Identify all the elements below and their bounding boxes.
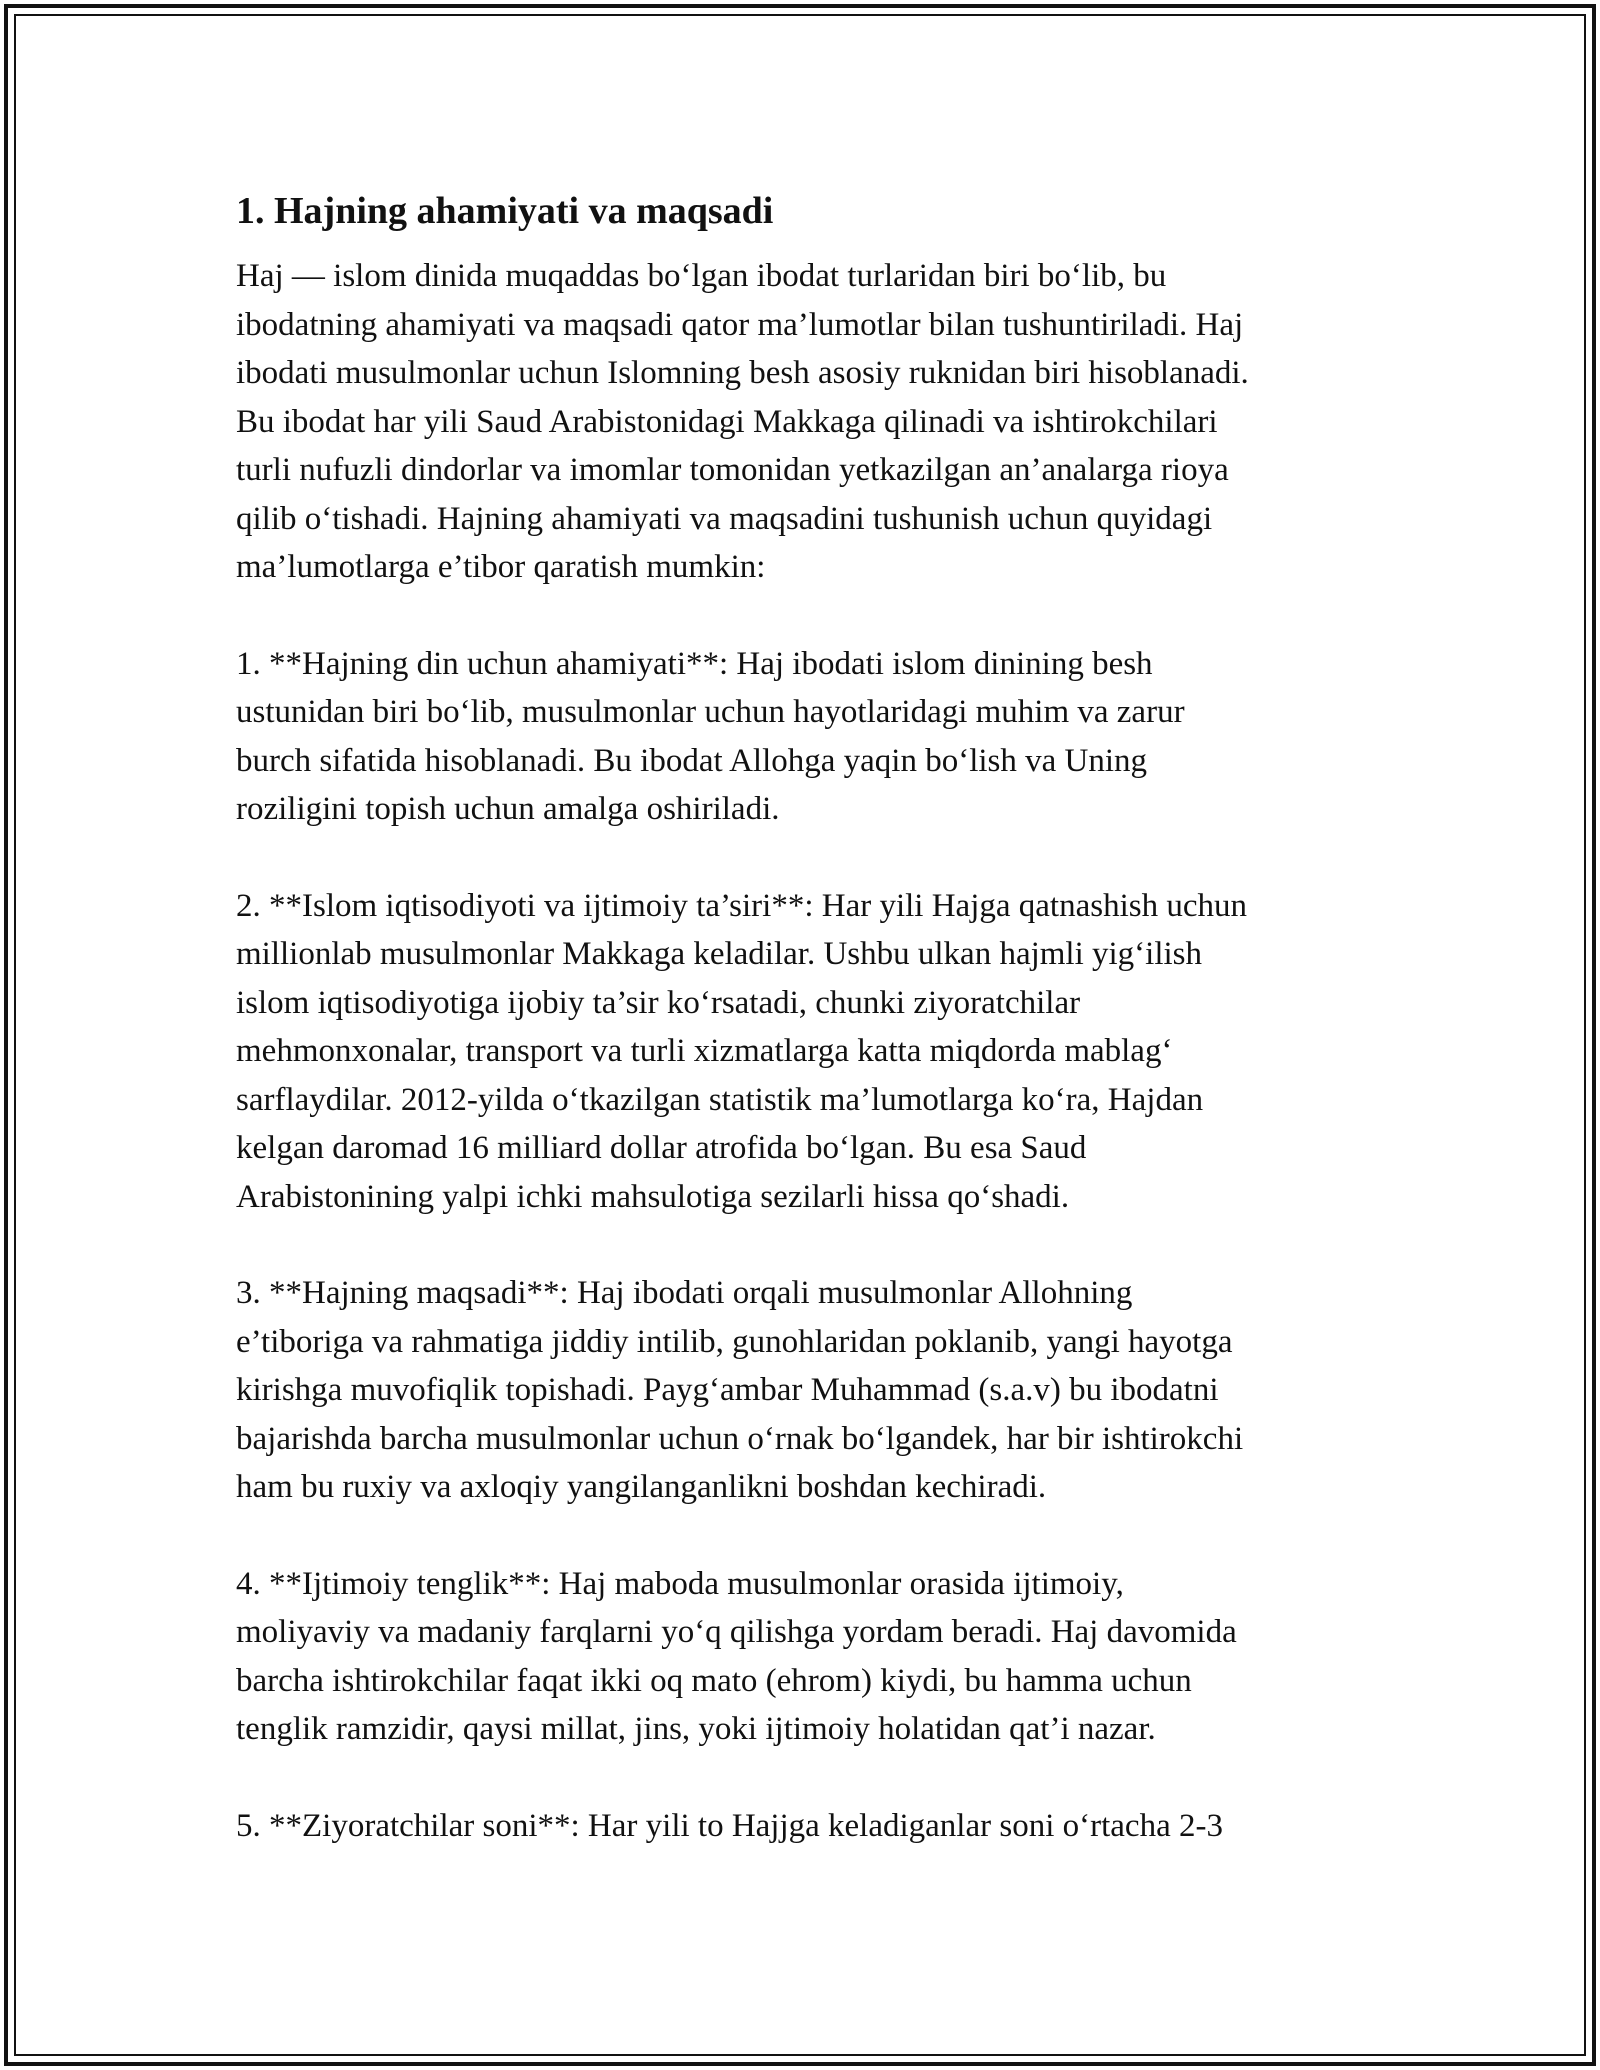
intro-paragraph: Haj — islom dinida muqaddas bo‘lgan ibodat turlaridan biri bo‘lib, bu ibodatning ahamiyati va maqsadi qator ma’lumotlar bilan tushuntiriladi. Haj ibodati musulmonlar uchun Islomning besh asosiy ruknidan biri hisoblanadi. Bu ibodat har yili Saud Arabistonidagi Makkaga qilinadi va ishtirokchilari turli nufuzli dindorlar va imomlar tomonidan yetkazilgan an’analarga rioya qilib o‘tishadi. Hajning ahamiyati va maqsadini tushunish uchun quyidagi ma’lumotlarga e’tibor qaratish mumkin: [236,258,1249,585]
point-5-paragraph: 5. **Ziyoratchilar soni**: Har yili to Hajjga keladiganlar soni o‘rtacha 2-3 [236,1807,1223,1844]
point-4-paragraph: 4. **Ijtimoiy tenglik**: Haj maboda musulmonlar orasida ijtimoiy, moliyaviy va madaniy farqlarni yo‘q qilishga yordam beradi. Haj davomida barcha ishtirokchilar faqat ikki oq mato (ehrom) kiydi, bu hamma uchun tenglik ramzidir, qaysi millat, jins, yoki ijtimoiy holatidan qat’i nazar. [236,1565,1237,1747]
section-heading: 1. Hajning ahamiyati va maqsadi [236,190,774,232]
point-1-paragraph: 1. **Hajning din uchun ahamiyati**: Haj ibodati islom dinining besh ustunidan biri bo‘lib, musulmonlar uchun hayotlaridagi muhim va zarur burch sifatida hisoblanadi. Bu ibodat Allohga yaqin bo‘lish va Uning roziligini topish uchun amalga oshiriladi. [236,645,1185,827]
point-3-paragraph: 3. **Hajning maqsadi**: Haj ibodati orqali musulmonlar Allohning e’tiboriga va rahmatiga jiddiy intilib, gunohlaridan poklanib, yangi hayotga kirishga muvofiqlik topishadi. Payg‘ambar Muhammad (s.a.v) bu ibodatni bajarishda barcha musulmonlar uchun o‘rnak bo‘lgandek, har bir ishtirokchi ham bu ruxiy va axloqiy yangilanganlikni boshdan kechiradi. [236,1275,1244,1505]
point-2-paragraph: 2. **Islom iqtisodiyoti va ijtimoiy ta’siri**: Har yili Hajga qatnashish uchun millionlab musulmonlar Makkaga keladilar. Ushbu ulkan hajmli yig‘ilish islom iqtisodiyotiga ijobiy ta’sir ko‘rsatadi, chunki ziyoratchilar mehmonxonalar, transport va turli xizmatlarga katta miqdorda mablag‘ sarflaydilar. 2012-yilda o‘tkazilgan statistik ma’lumotlarga ko‘ra, Hajdan kelgan daromad 16 milliard dollar atrofida bo‘lgan. Bu esa Saud Arabistonining yalpi ichki mahsulotiga sezilarli hissa qo‘shadi. [236,887,1247,1215]
document-body [236,188,1376,1850]
